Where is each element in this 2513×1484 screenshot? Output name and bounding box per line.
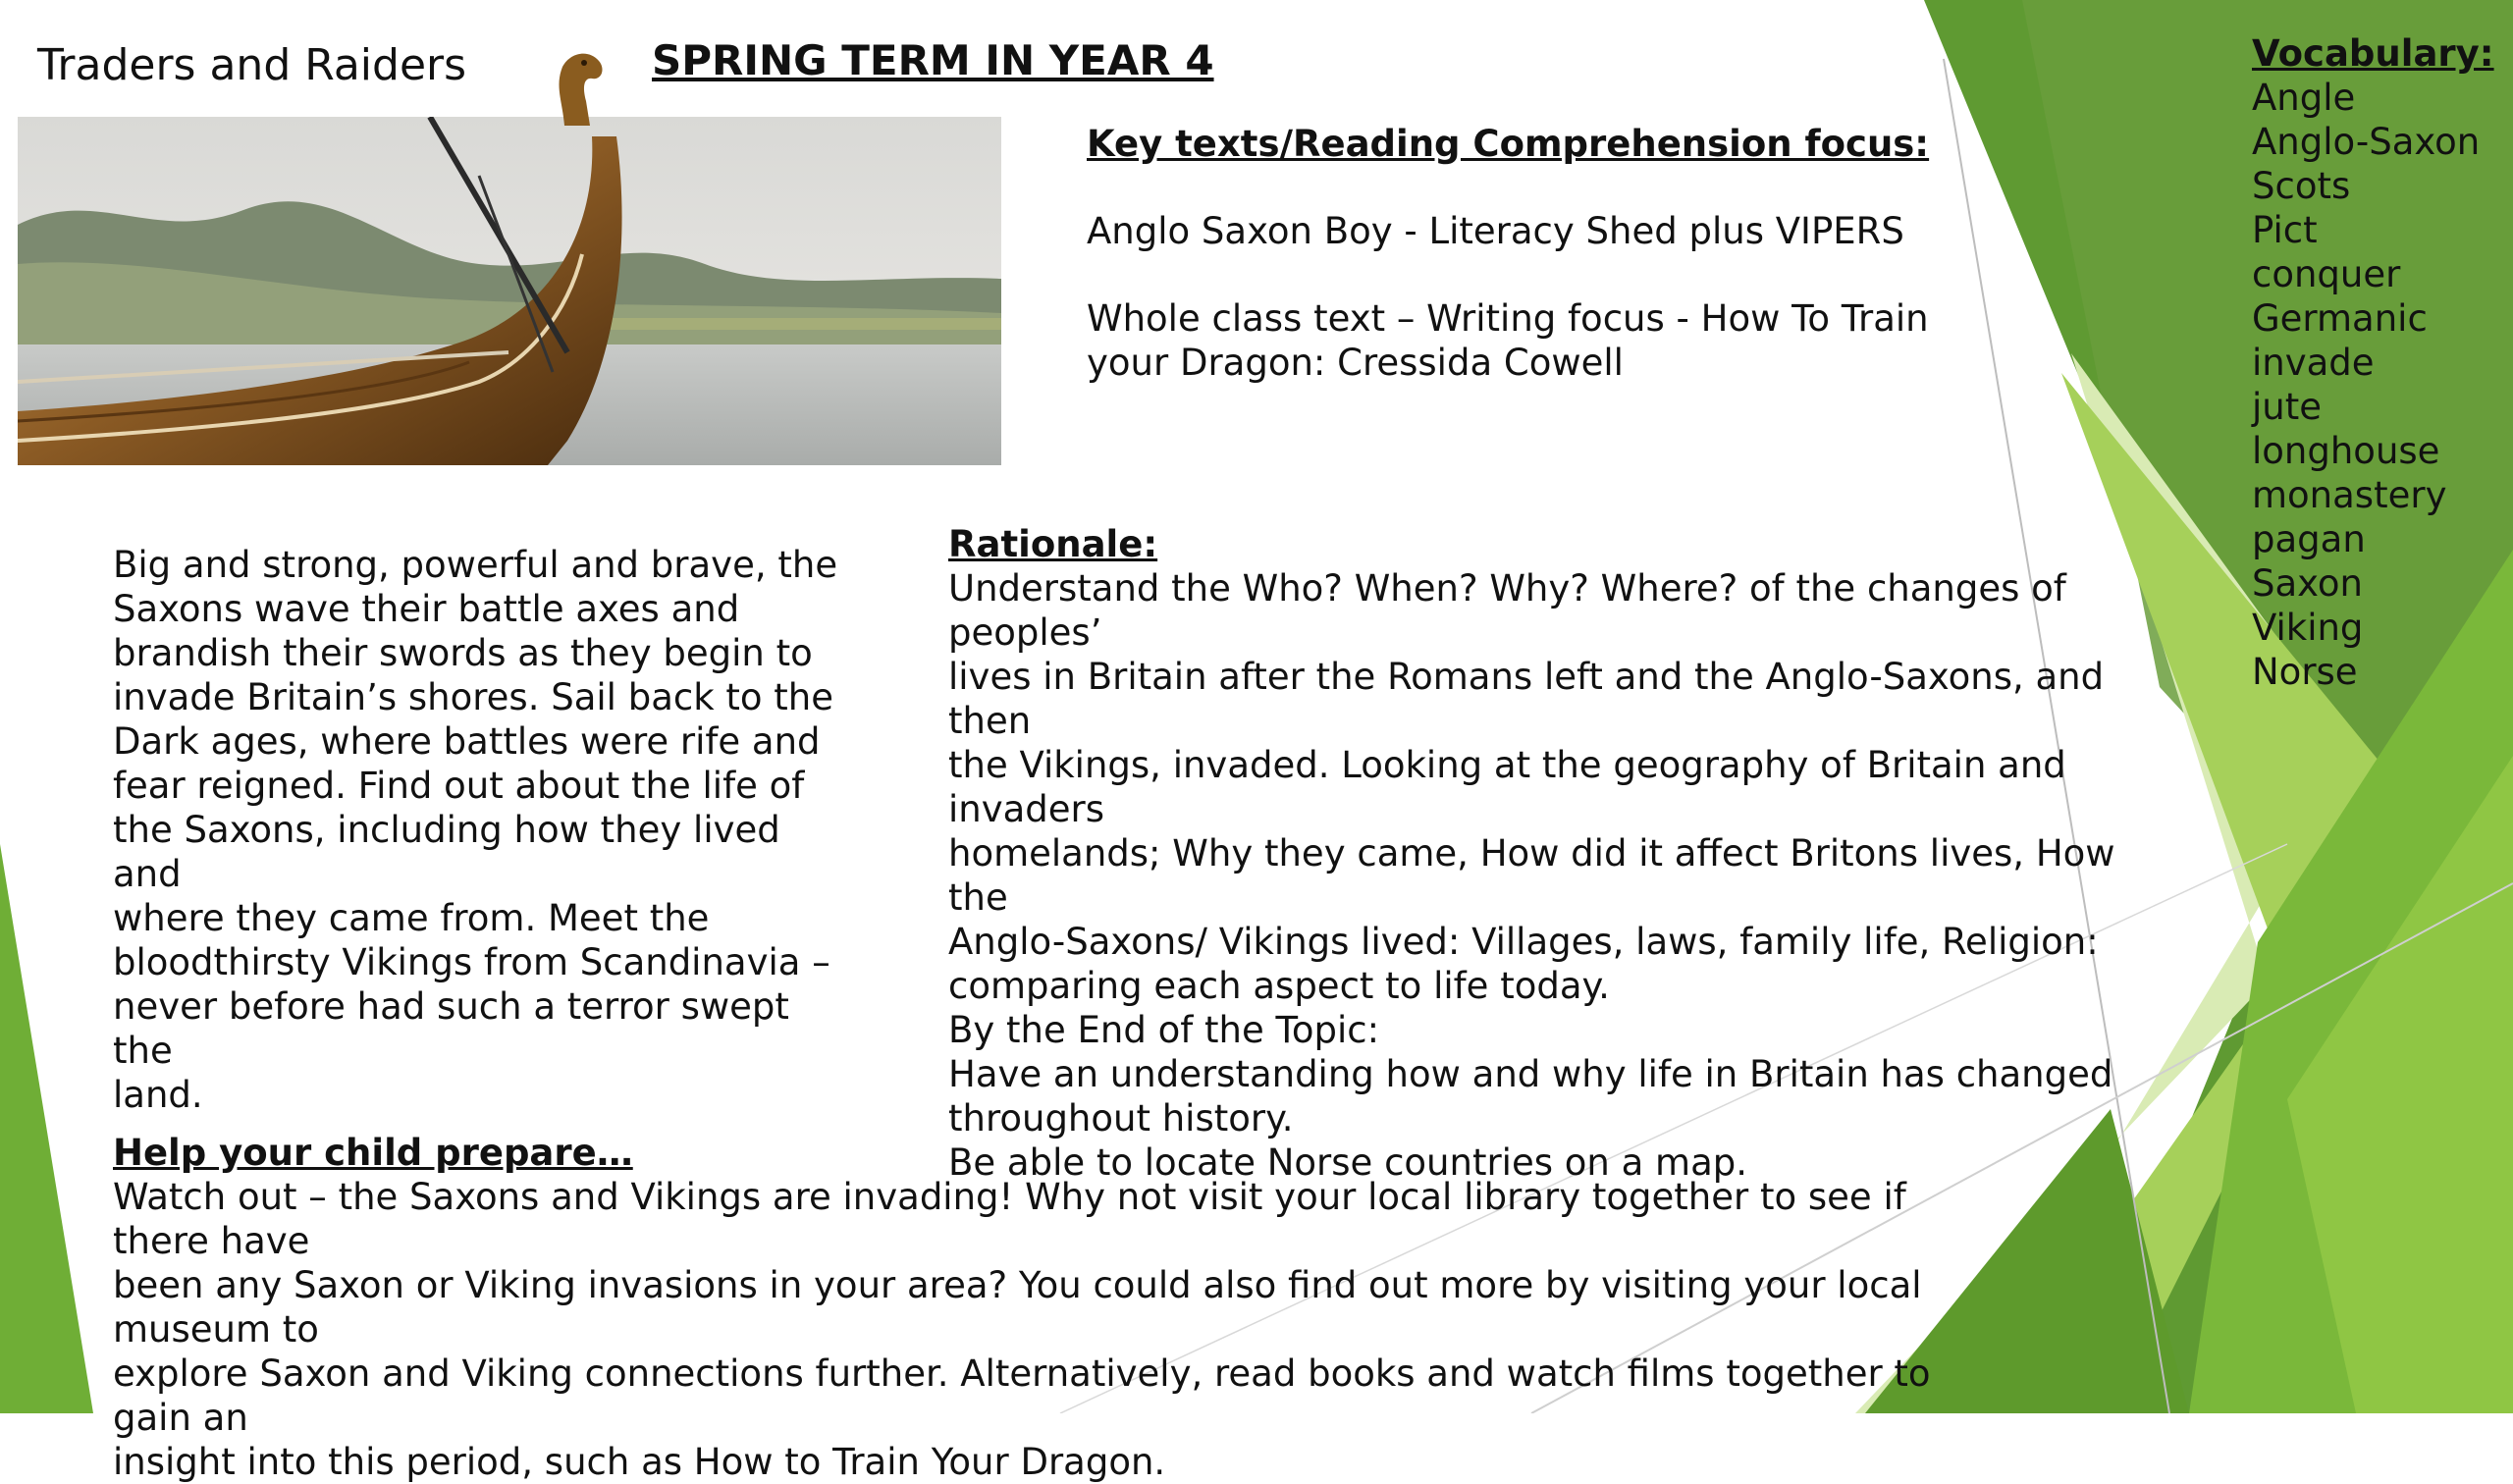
vocabulary-word: Viking (2252, 607, 2364, 649)
page-title: SPRING TERM IN YEAR 4 (652, 36, 1214, 84)
vocabulary-word: monastery (2252, 474, 2447, 516)
key-text-item-continued: your Dragon: Cressida Cowell (1087, 342, 1624, 384)
vocabulary-heading: Vocabulary: (2252, 32, 2494, 75)
vocabulary-word: pagan (2252, 518, 2366, 560)
help-text: Watch out – the Saxons and Vikings are invading! Why not visit your local library together to see if there have been any Saxon or Viking invasions in your area? You could also find out more by visiting your local museum to explore Saxon and Viking connections further. Alternatively, read books and watch films together to gain an insight into this period, such as How to Train Your Dragon. (113, 1176, 1931, 1483)
key-texts-section (1087, 122, 1970, 385)
vocabulary-word: Norse (2252, 651, 2358, 693)
vocabulary-word: Saxon (2252, 562, 2364, 605)
subject-title: Traders and Raiders (37, 40, 467, 90)
rationale-section (948, 522, 2146, 1185)
vocabulary-word: Pict (2252, 209, 2318, 251)
key-text-item: Anglo Saxon Boy - Literacy Shed plus VIPERS (1087, 210, 1904, 252)
key-texts-heading: Key texts/Reading Comprehension focus: (1087, 123, 1930, 165)
vocabulary-word: Germanic (2252, 297, 2428, 340)
vocabulary-section (2252, 31, 2507, 694)
rationale-text: Understand the Who? When? Why? Where? of the changes of peoples’ lives in Britain after the Romans left and the Anglo-Saxons, and then the Vikings, invaded. Looking at the geography of Britain and invaders homelands; Why they came, How did it affect Britons lives, How the Anglo-Saxons/ Vikings lived: Villages, laws, family life, Religion: comparing each aspect to life today. By the End of the Topic: Have an understanding how and why life in Britain has changed throughout history. Be able to locate Norse countries on a map. (948, 567, 2115, 1184)
vocabulary-word: Scots (2252, 165, 2351, 207)
dragon-prow-icon (545, 47, 614, 126)
vocabulary-word: longhouse (2252, 430, 2440, 472)
help-section (113, 1131, 1978, 1484)
viking-longship-photo (18, 117, 1001, 465)
vocabulary-list (2252, 76, 2507, 694)
vocabulary-word: invade (2252, 342, 2375, 384)
vocabulary-word: Angle (2252, 77, 2356, 119)
vocabulary-word: conquer (2252, 253, 2401, 295)
vocabulary-word: jute (2252, 386, 2323, 428)
intro-paragraph: Big and strong, powerful and brave, the Saxons wave their battle axes and brandish their swords as they begin to invade Britain’s shores. Sail back to the Dark ages, where battles were rife and fear reigned. Find out about the life of the Saxons, including how they lived and where they came from. Meet the bloodthirsty Vikings from Scandinavia – never before had such a terror swept the land. (113, 544, 838, 1116)
help-heading: Help your child prepare… (113, 1132, 633, 1174)
rationale-heading: Rationale: (948, 523, 1158, 565)
vocabulary-word: Anglo-Saxon (2252, 121, 2481, 163)
key-text-item: Whole class text – Writing focus - How To Train (1087, 297, 1929, 340)
